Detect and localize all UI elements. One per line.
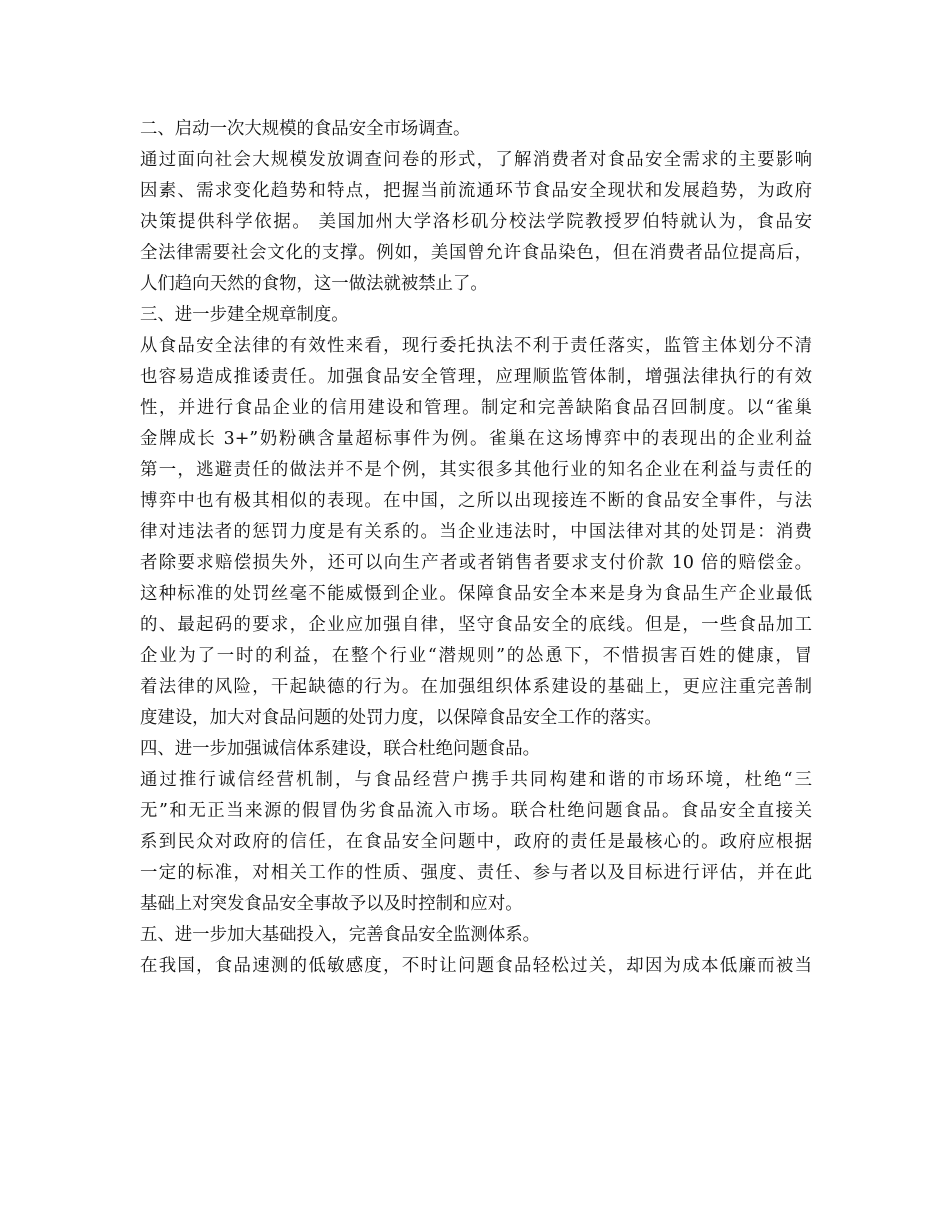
text-line: 通过推行诚信经营机制，与食品经营户携手共同构建和谐的市场环境，杜绝“三 [140, 770, 812, 790]
text-line: 这种标准的处罚丝毫不能威慑到企业。保障食品安全本来是身为食品生产企业最低 [140, 584, 812, 604]
text-line: 通过面向社会大规模发放调查问卷的形式，了解消费者对食品安全需求的主要影响 [140, 150, 812, 170]
text-line: 基础上对突发食品安全事故予以及时控制和应对。 [140, 894, 523, 914]
text-line: 二、启动一次大规模的食品安全市场调查。 [140, 119, 471, 139]
text-line: 金牌成长 3+”奶粉碘含量超标事件为例。雀巢在这场博弈中的表现出的企业利益 [140, 429, 812, 449]
text-line: 也容易造成推诿责任。加强食品安全管理，应理顺监管体制，增强法律执行的有效 [140, 367, 812, 387]
text-line: 因素、需求变化趋势和特点，把握当前流通环节食品安全现状和发展趋势，为政府 [140, 181, 812, 201]
text-line: 全法律需要社会文化的支撑。例如，美国曾允许食品染色，但在消费者品位提高后， [140, 243, 812, 263]
text-line: 博弈中也有极其相似的表现。在中国，之所以出现接连不断的食品安全事件，与法 [140, 491, 812, 511]
text-line: 从食品安全法律的有效性来看，现行委托执法不利于责任落实，监管主体划分不清 [140, 336, 812, 356]
text-line: 一定的标准，对相关工作的性质、强度、责任、参与者以及目标进行评估，并在此 [140, 863, 812, 883]
text-line: 人们趋向天然的食物，这一做法就被禁止了。 [140, 274, 488, 294]
text-line: 五、进一步加大基础投入，完善食品安全监测体系。 [140, 925, 540, 945]
text-line: 律对违法者的惩罚力度是有关系的。当企业违法时，中国法律对其的处罚是：消费 [140, 522, 812, 542]
text-line: 的、最起码的要求，企业应加强自律，坚守食品安全的底线。但是，一些食品加工 [140, 615, 812, 635]
text-line: 系到民众对政府的信任，在食品安全问题中，政府的责任是最核心的。政府应根据 [140, 832, 812, 852]
text-line: 四、进一步加强诚信体系建设，联合杜绝问题食品。 [140, 739, 540, 759]
text-line: 着法律的风险，干起缺德的行为。在加强组织体系建设的基础上，更应注重完善制 [140, 677, 812, 697]
text-line: 度建设，加大对食品问题的处罚力度，以保障食品安全工作的落实。 [140, 708, 662, 728]
document-body [140, 114, 812, 982]
text-line: 第一，逃避责任的做法并不是个例，其实很多其他行业的知名企业在利益与责任的 [140, 460, 812, 480]
text-line: 三、进一步建全规章制度。 [140, 305, 349, 325]
text-line: 决策提供科学依据。 美国加州大学洛杉矶分校法学院教授罗伯特就认为，食品安 [140, 212, 812, 232]
text-line: 者除要求赔偿损失外，还可以向生产者或者销售者要求支付价款 10 倍的赔偿金。 [140, 553, 812, 573]
text-line: 性，并进行食品企业的信用建设和管理。制定和完善缺陷食品召回制度。以“雀巢 [140, 398, 812, 418]
text-line: 企业为了一时的利益，在整个行业“潜规则”的怂恿下，不惜损害百姓的健康，冒 [140, 646, 812, 666]
text-line: 在我国，食品速测的低敏感度，不时让问题食品轻松过关，却因为成本低廉而被当 [140, 956, 812, 976]
text-line: 无”和无正当来源的假冒伪劣食品流入市场。联合杜绝问题食品。食品安全直接关 [140, 801, 812, 821]
